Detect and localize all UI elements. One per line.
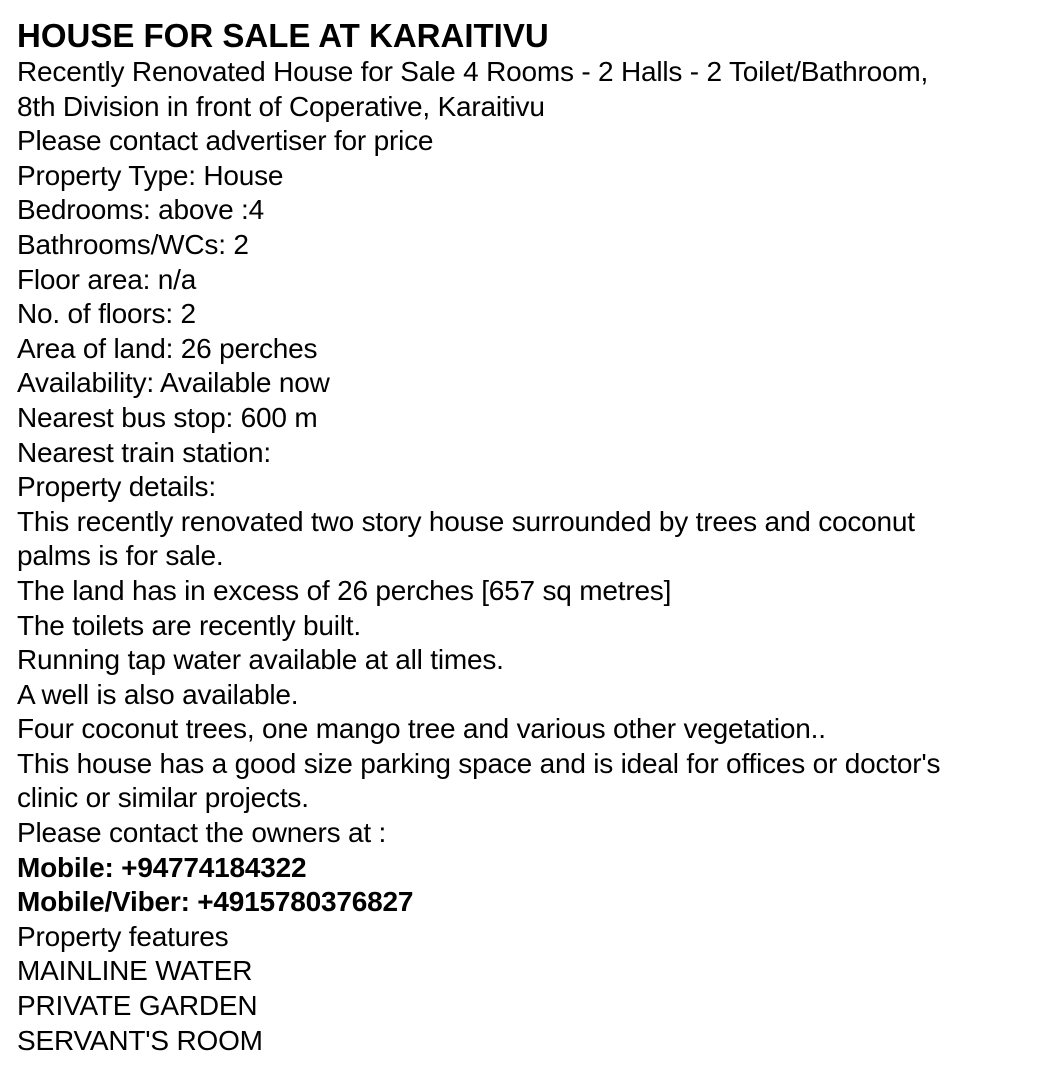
spec-bathrooms: Bathrooms/WCs: 2	[17, 228, 249, 260]
spec-bus-stop: Nearest bus stop: 600 m	[17, 401, 318, 433]
features-heading: Property features	[17, 920, 229, 952]
contact-mobile-viber: Mobile/Viber: +4915780376827	[17, 886, 414, 918]
contact-prompt: Please contact the owners at :	[17, 817, 387, 849]
spec-train-station: Nearest train station:	[17, 436, 271, 468]
specs-section	[17, 159, 1055, 505]
contacts-section	[17, 851, 1055, 920]
spec-bedrooms: Bedrooms: above :4	[17, 194, 264, 226]
spec-floors: No. of floors: 2	[17, 298, 196, 330]
spec-availability: Availability: Available now	[17, 367, 330, 399]
details-line: A well is also available.	[17, 678, 299, 710]
feature-item: SERVANT'S ROOM	[17, 1024, 263, 1056]
details-line: The land has in excess of 26 perches [657 sq metres]	[17, 574, 672, 606]
price-note: Please contact advertiser for price	[17, 125, 434, 157]
details-line: This house has a good size parking space and is ideal for offices or doctor's	[17, 747, 941, 779]
spec-floor-area: Floor area: n/a	[17, 263, 197, 295]
details-line: clinic or similar projects.	[17, 782, 309, 814]
intro-line: Recently Renovated House for Sale 4 Rooms - 2 Halls - 2 Toilet/Bathroom,	[17, 56, 929, 87]
property-details-heading: Property details:	[17, 471, 216, 503]
details-line: Four coconut trees, one mango tree and various other vegetation..	[17, 713, 826, 745]
details-section	[17, 505, 1055, 851]
intro-section	[17, 55, 1055, 159]
feature-item: PRIVATE GARDEN	[17, 990, 258, 1022]
feature-item: MAINLINE WATER	[17, 955, 253, 987]
details-line: Running tap water available at all times.	[17, 644, 504, 676]
spec-land-area: Area of land: 26 perches	[17, 332, 318, 364]
intro-line: 8th Division in front of Coperative, Karaitivu	[17, 90, 545, 122]
contact-mobile: Mobile: +94774184322	[17, 851, 307, 883]
details-line: This recently renovated two story house surrounded by trees and coconut	[17, 505, 915, 537]
details-line: palms is for sale.	[17, 540, 224, 572]
details-line: The toilets are recently built.	[17, 609, 361, 641]
spec-property-type: Property Type: House	[17, 159, 284, 191]
listing-title: HOUSE FOR SALE AT KARAITIVU	[17, 17, 549, 54]
features-section	[17, 920, 1055, 1058]
